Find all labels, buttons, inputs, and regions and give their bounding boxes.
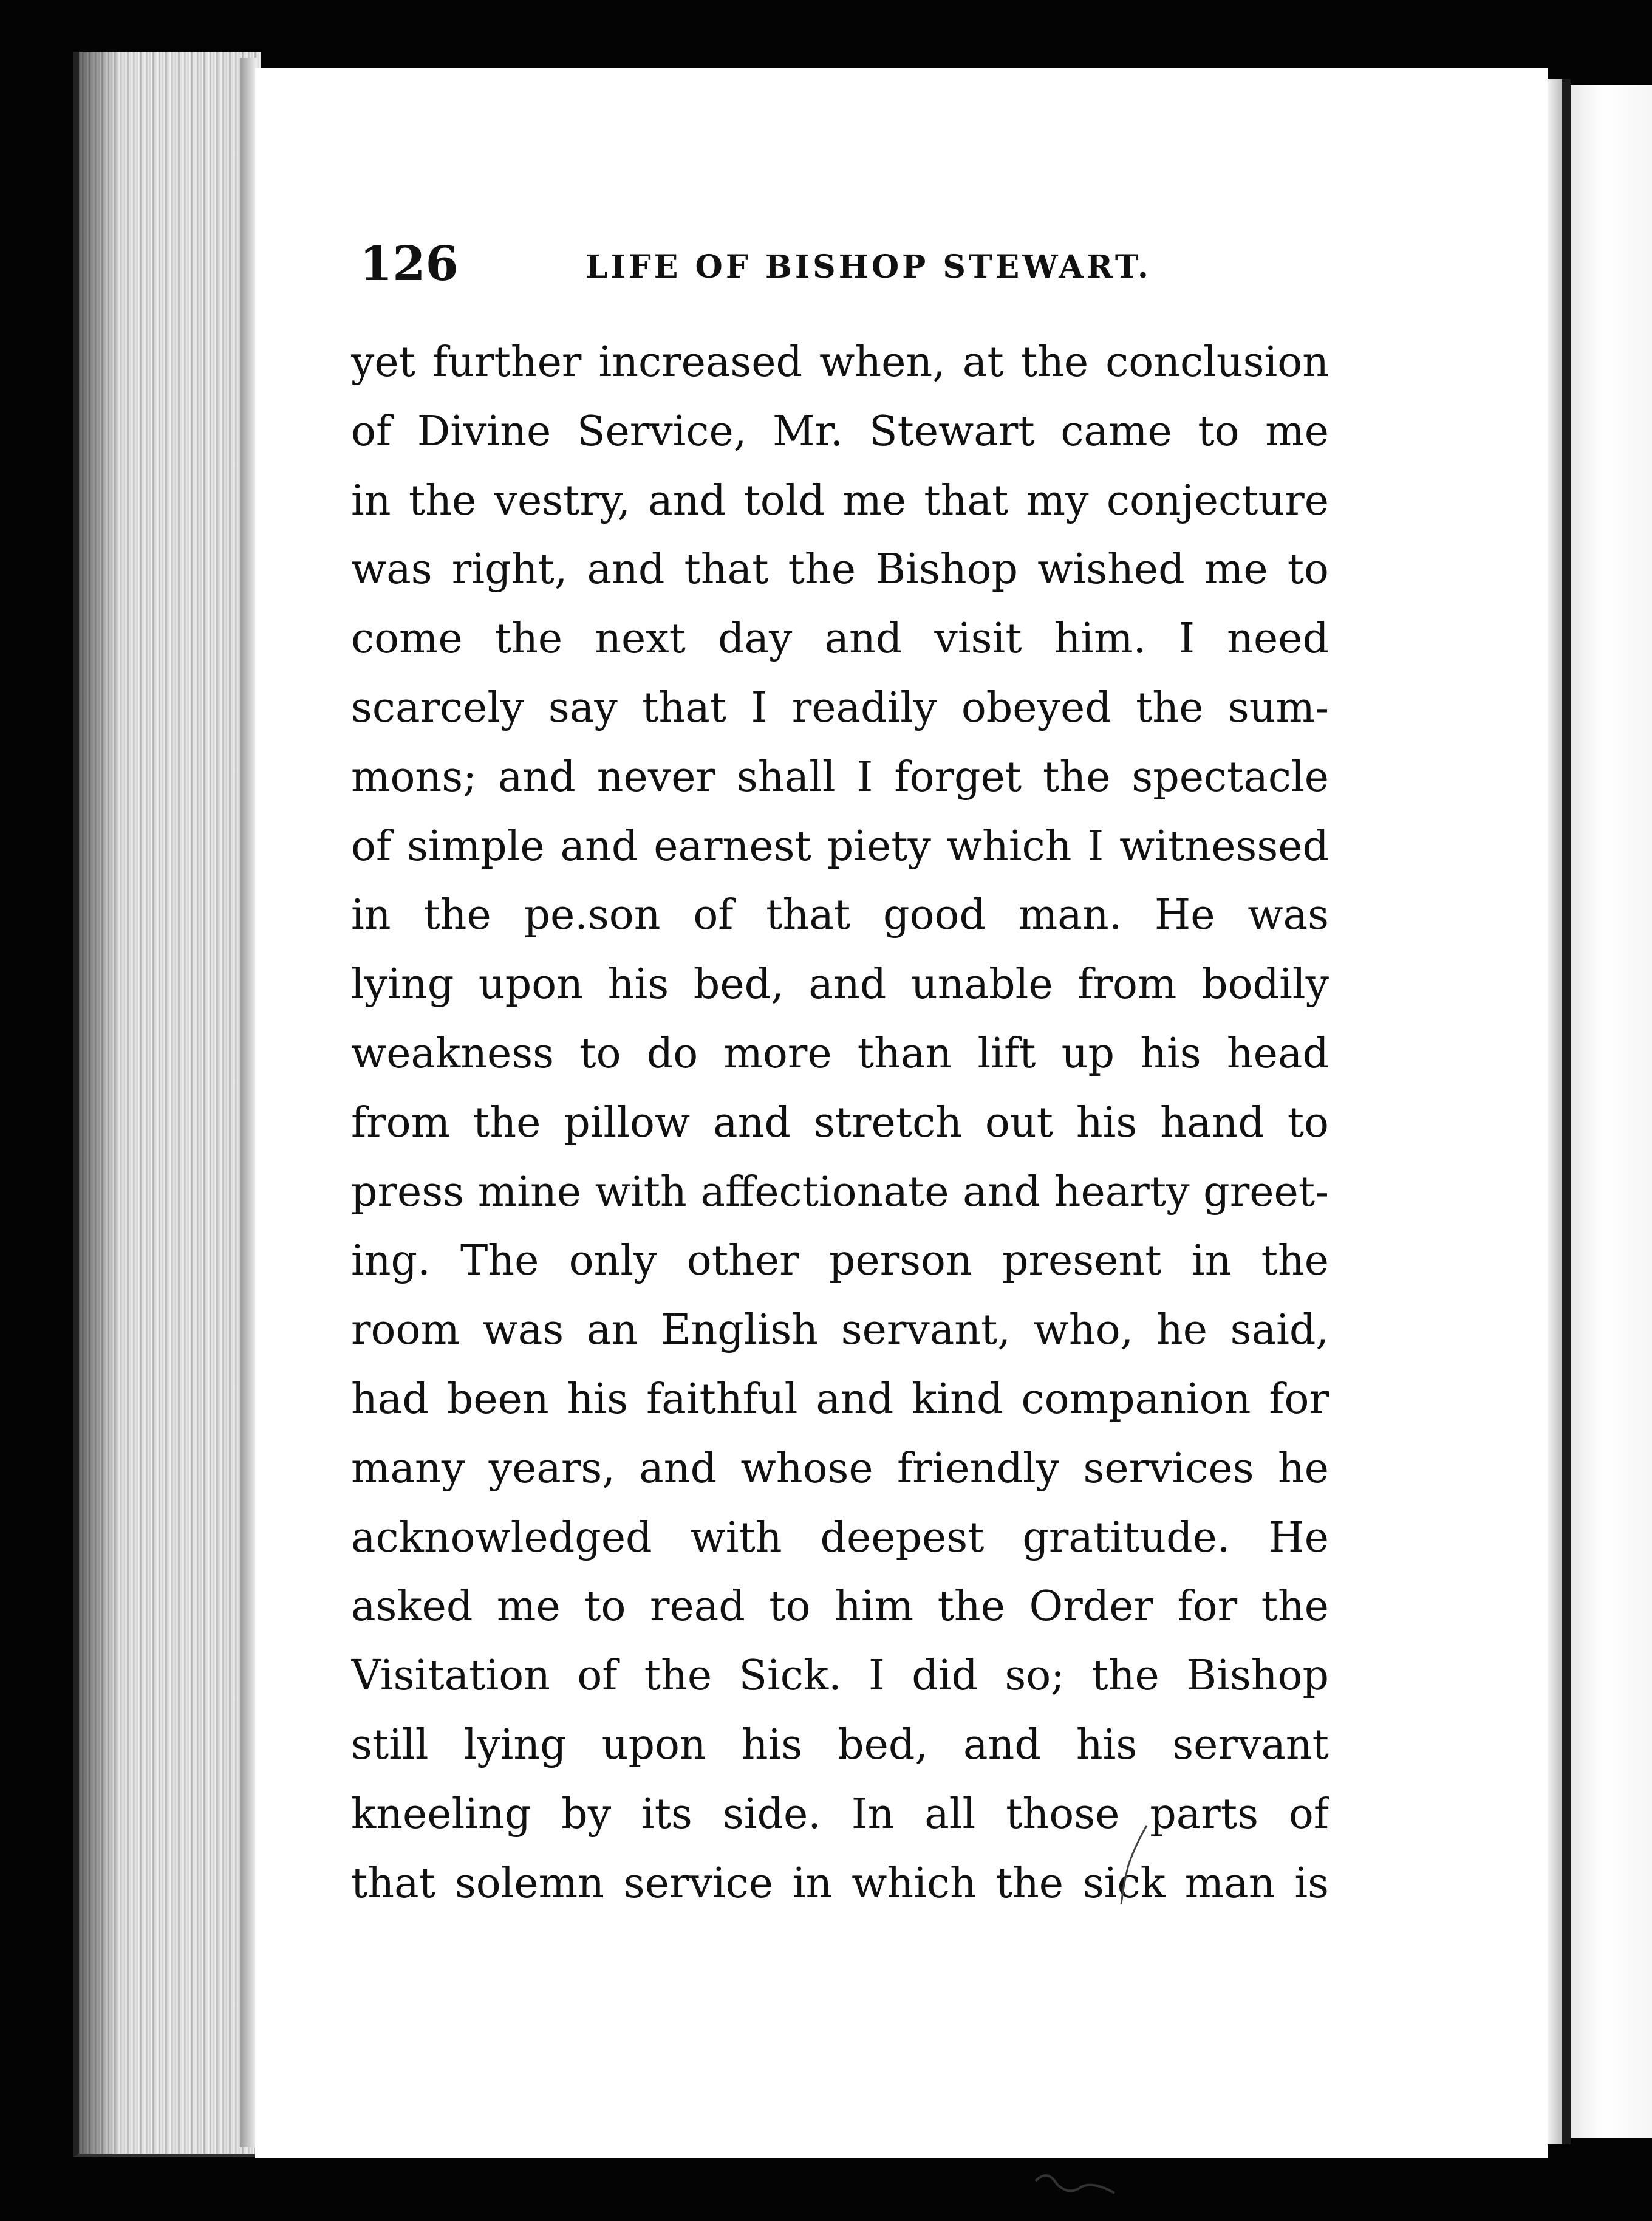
text-line: in the vestry, and told me that my conjecture bbox=[351, 476, 1329, 525]
facing-page-strip bbox=[1571, 85, 1652, 2138]
text-line: weakness to do more than lift up his head bbox=[351, 1029, 1329, 1078]
stray-mark bbox=[1032, 2163, 1118, 2199]
text-line: had been his faithful and kind companion for bbox=[351, 1375, 1329, 1423]
text-line: asked me to read to him the Order for the bbox=[351, 1583, 1329, 1631]
text-line: lying upon his bed, and unable from bodily bbox=[351, 960, 1329, 1009]
text-line: kneeling by its side. In all those parts of bbox=[351, 1790, 1329, 1838]
page-header bbox=[360, 231, 1210, 298]
text-line: of simple and earnest piety which I witnessed bbox=[351, 822, 1329, 871]
text-line: many years, and whose friendly services he bbox=[351, 1444, 1329, 1493]
text-line: that solemn service in which the sick man is bbox=[351, 1859, 1329, 1908]
text-line: come the next day and visit him. I need bbox=[351, 615, 1329, 663]
text-line: press mine with affectionate and hearty greet- bbox=[351, 1168, 1329, 1216]
text-line: scarcely say that I readily obeyed the sum- bbox=[351, 683, 1329, 732]
page-edges-shadow bbox=[79, 52, 121, 2154]
facing-page-edge bbox=[1562, 79, 1571, 2144]
text-line: mons; and never shall I forget the spectacle bbox=[351, 753, 1329, 801]
book-page-edges bbox=[73, 52, 261, 2157]
text-line: still lying upon his bed, and his servant bbox=[351, 1720, 1329, 1769]
facing-page-fold bbox=[1548, 79, 1562, 2144]
text-line: Visitation of the Sick. I did so; the Bishop bbox=[351, 1652, 1329, 1700]
page-number: 126 bbox=[360, 236, 459, 292]
text-line: room was an English servant, who, he said, bbox=[351, 1306, 1329, 1355]
text-line: in the pe.son of that good man. He was bbox=[351, 891, 1329, 940]
text-line: ing. The only other person present in the bbox=[351, 1237, 1329, 1285]
text-line: of Divine Service, Mr. Stewart came to me bbox=[351, 407, 1329, 456]
gutter-shadow bbox=[240, 58, 257, 2147]
text-line: from the pillow and stretch out his hand to bbox=[351, 1098, 1329, 1147]
running-head: LIFE OF BISHOP STEWART. bbox=[585, 248, 1152, 286]
pencil-mark bbox=[1116, 1822, 1153, 1908]
text-line: yet further increased when, at the conclusion bbox=[351, 338, 1329, 386]
body-text bbox=[351, 328, 1329, 1918]
text-line: was right, and that the Bishop wished me to bbox=[351, 546, 1329, 594]
text-line: acknowledged with deepest gratitude. He bbox=[351, 1513, 1329, 1562]
